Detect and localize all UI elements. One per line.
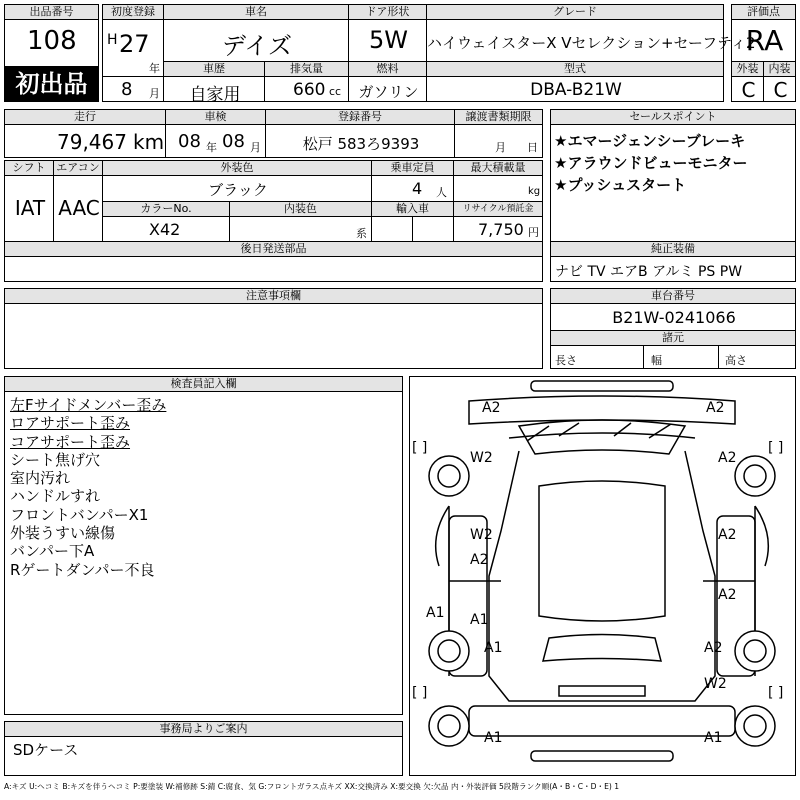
displacement-label: 排気量: [264, 61, 349, 77]
color-value: ブラック: [208, 181, 268, 199]
color-no-box: [102, 216, 230, 242]
load-box: [453, 175, 543, 202]
fuel-box: [348, 76, 427, 102]
dim-height-label: 高さ: [725, 354, 747, 367]
later-parts-label: 後日発送部品: [4, 241, 543, 257]
inspector-notes: [10, 396, 166, 579]
color-label: 外装色: [102, 160, 372, 176]
first-reg-month: 8: [121, 79, 133, 100]
inspector-label: 検査員記入欄: [4, 376, 403, 392]
later-parts-box: [4, 256, 543, 282]
score-value: RA: [745, 24, 784, 57]
mileage-unit: km: [133, 130, 165, 154]
sales-point: ★アラウンドビューモニター: [554, 154, 748, 172]
damage-mark: A1: [484, 640, 503, 656]
door-box: [348, 19, 427, 62]
capacity-box: [371, 175, 454, 202]
inspection-year: 08: [178, 131, 201, 152]
year-unit: 年: [149, 62, 160, 75]
caution-label: 注意事項欄: [4, 288, 543, 304]
load-label: 最大積載量: [453, 160, 543, 176]
history-label: 車歴: [163, 61, 265, 77]
genuine-equipment-value: ナビ TV エアB アルミ PS PW: [555, 264, 743, 280]
reg-no-label: 登録番号: [265, 109, 455, 125]
model-code-box: [426, 76, 724, 102]
inspector-note: フロントバンパーX1: [10, 505, 149, 524]
transfer-day-unit: 日: [527, 141, 538, 154]
history-value: 自家用: [189, 85, 241, 105]
recycle-label: リサイクル預託金: [453, 201, 543, 217]
chassis-box: [550, 303, 796, 331]
damage-mark: A1: [470, 612, 489, 628]
sales-point: ★プッシュスタート: [554, 176, 687, 194]
dim-width-label: 幅: [651, 354, 662, 367]
damage-mark: [ ]: [412, 440, 428, 456]
damage-mark: A1: [484, 730, 503, 746]
reg-no-box: [265, 124, 455, 158]
damage-mark: A2: [718, 450, 737, 466]
sales-points-label: セールスポイント: [550, 109, 796, 125]
inspector-note: 外装うすい線傷: [10, 524, 116, 543]
damage-mark: A2: [718, 527, 737, 543]
legend: A:キズ U:ヘコミ B:キズを伴うヘコミ P:要塗装 W:補修跡 S:錆 C:腐食、気 G:フロントガラス点キズ XX:交換済み X:要交換 欠:欠品 内・外装評価 5段階ランク順(A・B・C・D・E) 1: [4, 782, 620, 791]
door-label: ドア形状: [348, 4, 427, 20]
inspector-note: ハンドルすれ: [10, 487, 101, 506]
genuine-equipment-box: [550, 256, 796, 282]
exterior-grade-box: [731, 76, 764, 102]
inspection-year-unit: 年: [206, 141, 217, 154]
damage-mark: A1: [704, 730, 723, 746]
damage-mark: A2: [704, 640, 723, 656]
mileage-box: [4, 124, 166, 158]
import-divider: [412, 216, 413, 242]
damage-mark: W2: [704, 676, 727, 692]
chassis-number: B21W-0241066: [612, 308, 736, 327]
capacity-label: 乗車定員: [371, 160, 454, 176]
capacity-unit: 人: [436, 186, 447, 199]
caution-box: [4, 303, 543, 369]
grade-value: ハイウェイスターX Vセレクション+セーフティ2: [427, 34, 756, 52]
capacity-value: 4: [412, 179, 423, 198]
first-reg-month-box: [102, 76, 164, 102]
inspector-note: 左Fサイドメンバー歪み: [10, 396, 167, 414]
first-reg-label: 初度登録: [102, 4, 164, 20]
mileage-label: 走行: [4, 109, 166, 125]
interior-color-label: 内装色: [229, 201, 372, 217]
grade-box: [426, 19, 756, 62]
score-label: 評価点: [731, 4, 796, 20]
import-label: 輸入車: [371, 201, 454, 217]
dimensions-label: 諸元: [550, 330, 796, 346]
damage-mark: W2: [470, 527, 493, 543]
damage-mark: A2: [482, 400, 501, 416]
interior-color-box: [229, 216, 372, 242]
displacement-box: [264, 76, 349, 102]
car-diagram: [409, 376, 796, 776]
interior-color-unit: 系: [356, 227, 367, 240]
office-label: 事務局よりご案内: [4, 721, 403, 737]
ac-label: エアコン: [53, 160, 103, 176]
inspector-note: シート焦げ穴: [10, 450, 101, 469]
office-note: SDケース: [13, 741, 79, 759]
shift-label: シフト: [4, 160, 54, 176]
inspector-note: ロアサポート歪み: [10, 414, 131, 433]
dim-divider: [643, 345, 644, 369]
color-box: [102, 175, 372, 202]
damage-mark: A2: [470, 552, 489, 568]
dim-divider: [718, 345, 719, 369]
interior-grade-label: 内装: [763, 61, 796, 77]
genuine-equipment-label: 純正装備: [550, 241, 796, 257]
shift-value: IAT: [14, 196, 46, 220]
model-code: DBA-B21W: [530, 80, 622, 100]
chassis-label: 車台番号: [550, 288, 796, 304]
damage-mark: A1: [426, 605, 445, 621]
history-box: [163, 76, 265, 105]
color-no-label: カラーNo.: [102, 201, 230, 217]
car-name: デイズ: [221, 32, 293, 60]
damage-mark: W2: [470, 450, 493, 466]
exterior-grade: C: [741, 78, 756, 102]
grade-label: グレード: [426, 4, 724, 20]
sales-points-box: [550, 124, 796, 242]
inspector-note: コアサポート歪み: [10, 432, 131, 451]
month-unit: 月: [149, 87, 160, 100]
sales-point: ★エマージェンシーブレーキ: [554, 132, 746, 150]
recycle-unit: 円: [528, 226, 539, 239]
inspector-note: バンパー下A: [10, 542, 95, 561]
inspection-month: 08: [222, 131, 245, 152]
transfer-box: [454, 124, 543, 158]
exterior-grade-label: 外装: [731, 61, 764, 77]
shift-box: [4, 175, 54, 242]
displacement-value: 660: [293, 80, 326, 100]
lot-number-label: 出品番号: [4, 4, 99, 20]
interior-grade-box: [763, 76, 796, 102]
transfer-month-unit: 月: [495, 141, 506, 154]
score-box: [731, 19, 796, 62]
lot-number-box: [4, 19, 99, 67]
inspection-box: [165, 124, 266, 158]
first-reg-year: 27: [119, 30, 150, 58]
first-reg-box: [102, 19, 164, 77]
transfer-label: 譲渡書類期限: [454, 109, 543, 125]
inspector-note: 室内汚れ: [10, 469, 71, 488]
inspection-month-unit: 月: [250, 141, 261, 154]
recycle-box: [453, 216, 543, 242]
load-unit: kg: [528, 186, 541, 197]
damage-mark: [ ]: [768, 440, 784, 456]
color-no-value: X42: [149, 220, 181, 239]
mileage-value: 79,467: [57, 130, 127, 154]
recycle-value: 7,750: [478, 220, 524, 239]
fuel-value: ガソリン: [358, 83, 419, 101]
lot-number: 108: [27, 26, 77, 56]
door-type: 5W: [369, 26, 408, 54]
ac-box: [53, 175, 103, 242]
interior-grade: C: [773, 78, 788, 102]
displacement-unit: cc: [329, 85, 342, 98]
car-name-label: 車名: [163, 4, 349, 20]
office-box: [4, 736, 403, 776]
dim-length-label: 長さ: [555, 354, 577, 367]
inspector-note: Rゲートダンパー不良: [10, 560, 155, 579]
dimensions-box: [550, 345, 796, 369]
damage-mark: A2: [718, 587, 737, 603]
car-name-box: [163, 19, 349, 62]
fuel-label: 燃料: [348, 61, 427, 77]
first-listing-badge: 初出品: [4, 66, 99, 102]
damage-mark: [ ]: [412, 685, 428, 701]
damage-mark: A2: [706, 400, 725, 416]
reg-no-value: 松戸 583ろ9393: [302, 135, 420, 153]
ac-value: AAC: [58, 196, 100, 220]
damage-mark: [ ]: [768, 685, 784, 701]
model-code-label: 型式: [426, 61, 724, 77]
era-label: H: [107, 32, 118, 48]
inspection-label: 車検: [165, 109, 266, 125]
